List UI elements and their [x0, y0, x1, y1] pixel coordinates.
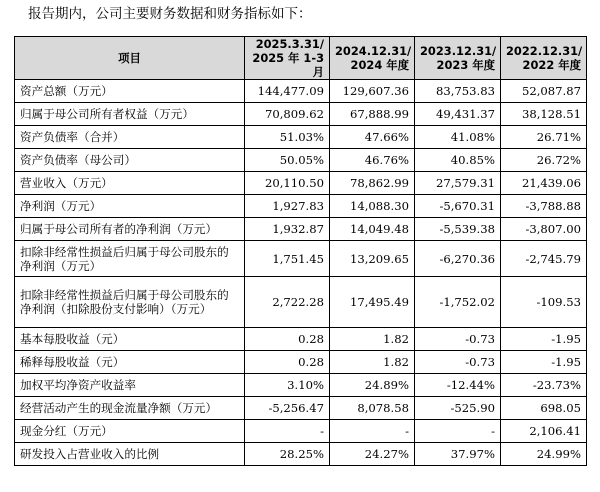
table-row: [15, 351, 587, 374]
cell-value: -1,752.02: [415, 277, 501, 328]
row-label: 经营活动产生的现金流量净额（万元）: [15, 397, 245, 420]
header-period: 2022.12.31/ 2022 年度: [501, 37, 587, 80]
cell-value: 0.28: [245, 328, 330, 351]
cell-value: 3.10%: [245, 374, 330, 397]
cell-value: 8,078.58: [330, 397, 415, 420]
cell-value: 1.82: [330, 351, 415, 374]
header-period: 2024.12.31/ 2024 年度: [330, 37, 415, 80]
cell-value: -0.73: [415, 328, 501, 351]
table-row: [15, 80, 587, 103]
cell-value: 1.82: [330, 328, 415, 351]
cell-value: 2,722.28: [245, 277, 330, 328]
row-label: 营业收入（万元）: [15, 172, 245, 195]
cell-value: 51.03%: [245, 126, 330, 149]
cell-value: 13,209.65: [330, 241, 415, 277]
table-row: [15, 126, 587, 149]
financial-data-table: [14, 36, 587, 466]
row-label: 归属于母公司所有者的净利润（万元）: [15, 218, 245, 241]
header-period: 2023.12.31/ 2023 年度: [415, 37, 501, 80]
table-row: [15, 241, 587, 277]
cell-value: 37.97%: [415, 443, 501, 466]
cell-value: -12.44%: [415, 374, 501, 397]
cell-value: 14,088.30: [330, 195, 415, 218]
row-label: 基本每股收益（元）: [15, 328, 245, 351]
cell-value: -5,670.31: [415, 195, 501, 218]
row-label: 研发投入占营业收入的比例: [15, 443, 245, 466]
cell-value: 144,477.09: [245, 80, 330, 103]
cell-value: 21,439.06: [501, 172, 587, 195]
row-label: 资产总额（万元）: [15, 80, 245, 103]
cell-value: -0.73: [415, 351, 501, 374]
row-label: 净利润（万元）: [15, 195, 245, 218]
cell-value: 40.85%: [415, 149, 501, 172]
cell-value: 24.27%: [330, 443, 415, 466]
table-row: [15, 195, 587, 218]
cell-value: 83,753.83: [415, 80, 501, 103]
cell-value: 1,932.87: [245, 218, 330, 241]
cell-value: 46.76%: [330, 149, 415, 172]
cell-value: 52,087.87: [501, 80, 587, 103]
cell-value: -5,539.38: [415, 218, 501, 241]
intro-text: 报告期内，公司主要财务数据和财务指标如下：: [28, 6, 312, 22]
row-label: 归属于母公司所有者权益（万元）: [15, 103, 245, 126]
cell-value: 129,607.36: [330, 80, 415, 103]
cell-value: 38,128.51: [501, 103, 587, 126]
cell-value: 17,495.49: [330, 277, 415, 328]
table-row: [15, 397, 587, 420]
table-row: [15, 443, 587, 466]
cell-value: -3,788.88: [501, 195, 587, 218]
cell-value: 50.05%: [245, 149, 330, 172]
cell-value: -5,256.47: [245, 397, 330, 420]
table-row: [15, 149, 587, 172]
cell-value: -2,745.79: [501, 241, 587, 277]
cell-value: -: [245, 420, 330, 443]
cell-value: 70,809.62: [245, 103, 330, 126]
header-period: 2025.3.31/ 2025 年 1-3 月: [245, 37, 330, 80]
cell-value: 67,888.99: [330, 103, 415, 126]
row-label: 扣除非经常性损益后归属于母公司股东的净利润（扣除股份支付影响）（万元）: [15, 277, 245, 328]
cell-value: 698.05: [501, 397, 587, 420]
cell-value: -23.73%: [501, 374, 587, 397]
cell-value: 0.28: [245, 351, 330, 374]
cell-value: 1,751.45: [245, 241, 330, 277]
cell-value: 24.99%: [501, 443, 587, 466]
cell-value: 78,862.99: [330, 172, 415, 195]
cell-value: 1,927.83: [245, 195, 330, 218]
table-header-row: [15, 37, 587, 80]
row-label: 资产负债率（母公司）: [15, 149, 245, 172]
cell-value: 26.71%: [501, 126, 587, 149]
row-label: 加权平均净资产收益率: [15, 374, 245, 397]
cell-value: -525.90: [415, 397, 501, 420]
cell-value: 47.66%: [330, 126, 415, 149]
row-label: 现金分红（万元）: [15, 420, 245, 443]
cell-value: -109.53: [501, 277, 587, 328]
cell-value: 2,106.41: [501, 420, 587, 443]
cell-value: -: [415, 420, 501, 443]
cell-value: 49,431.37: [415, 103, 501, 126]
row-label: 资产负债率（合并）: [15, 126, 245, 149]
table-row: [15, 277, 587, 328]
cell-value: 14,049.48: [330, 218, 415, 241]
cell-value: 26.72%: [501, 149, 587, 172]
cell-value: -1.95: [501, 351, 587, 374]
table-row: [15, 328, 587, 351]
row-label: 稀释每股收益（元）: [15, 351, 245, 374]
cell-value: 27,579.31: [415, 172, 501, 195]
cell-value: 28.25%: [245, 443, 330, 466]
table-row: [15, 420, 587, 443]
header-item: 项目: [15, 37, 245, 80]
row-label: 扣除非经常性损益后归属于母公司股东的净利润（万元）: [15, 241, 245, 277]
cell-value: 41.08%: [415, 126, 501, 149]
table-row: [15, 218, 587, 241]
cell-value: -3,807.00: [501, 218, 587, 241]
cell-value: 20,110.50: [245, 172, 330, 195]
table-row: [15, 103, 587, 126]
cell-value: -1.95: [501, 328, 587, 351]
table-row: [15, 374, 587, 397]
cell-value: -: [330, 420, 415, 443]
table-row: [15, 172, 587, 195]
cell-value: -6,270.36: [415, 241, 501, 277]
cell-value: 24.89%: [330, 374, 415, 397]
